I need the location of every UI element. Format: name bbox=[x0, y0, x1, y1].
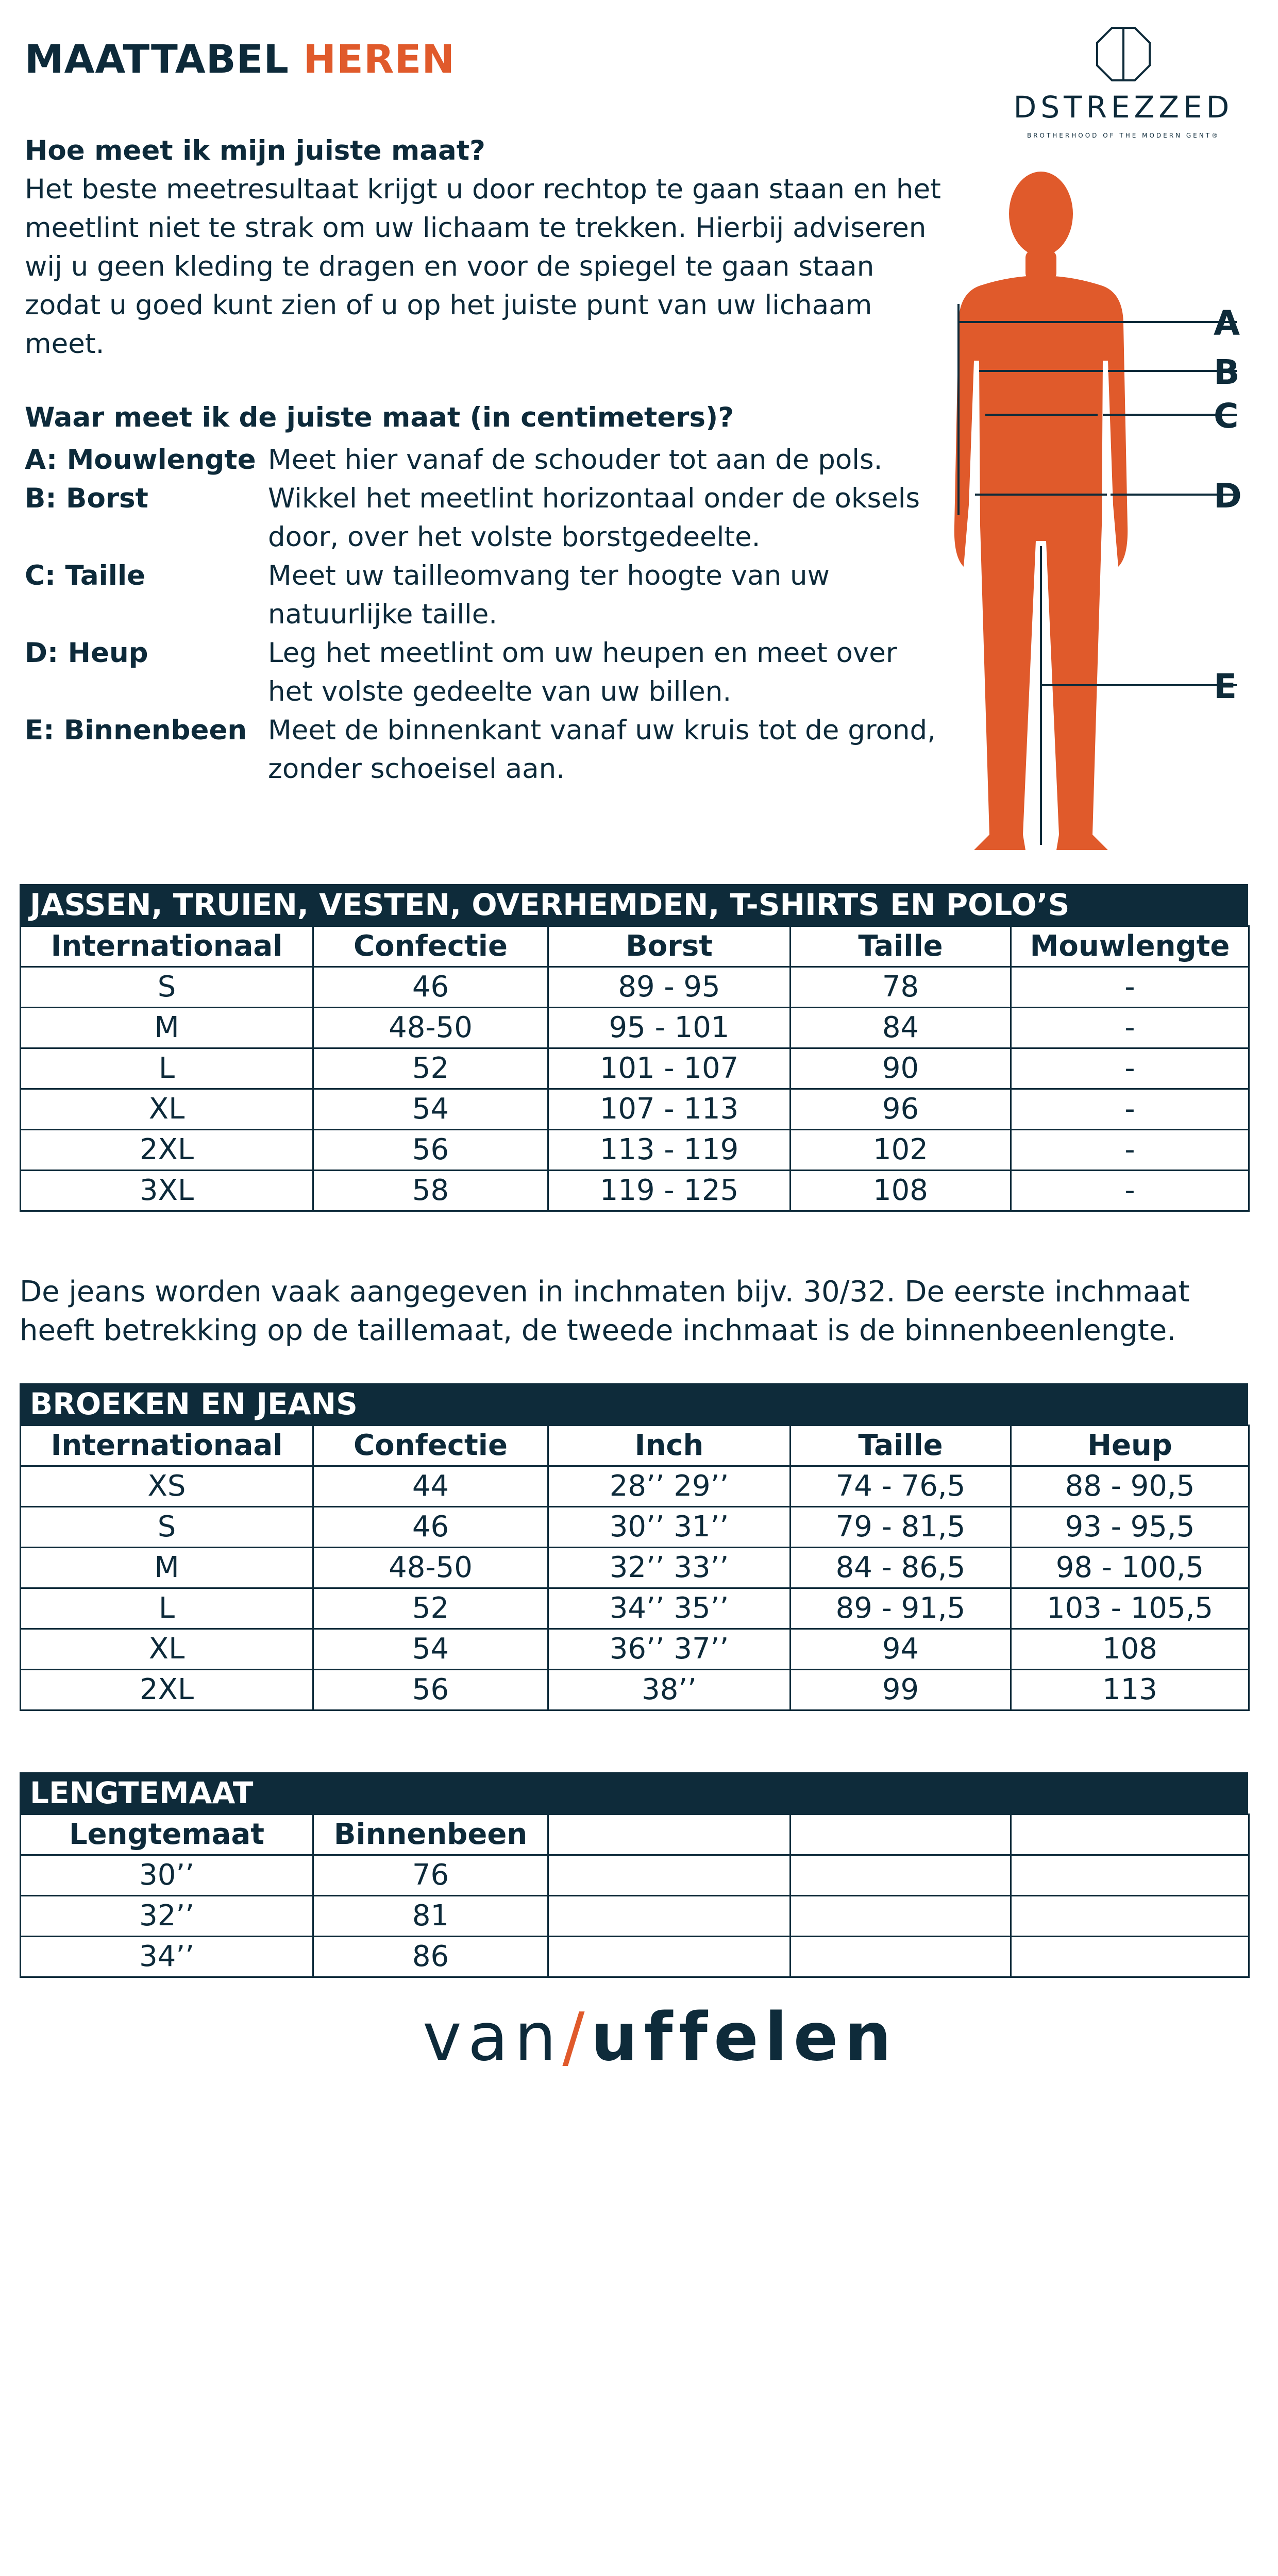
table-cell: 56 bbox=[313, 1670, 548, 1710]
column-header: Internationaal bbox=[21, 926, 313, 967]
column-header: Internationaal bbox=[21, 1426, 313, 1466]
table-cell: XS bbox=[21, 1466, 313, 1507]
measure-desc: Meet hier vanaf de schouder tot aan de pols. bbox=[268, 444, 883, 476]
table-header-row bbox=[21, 1426, 1249, 1466]
table-cell: - bbox=[1011, 1008, 1249, 1048]
table-row bbox=[21, 1855, 1249, 1896]
table-cell: 81 bbox=[313, 1896, 548, 1937]
table-row bbox=[21, 1670, 1249, 1710]
column-header: Mouwlengte bbox=[1011, 926, 1249, 967]
table-cell: 99 bbox=[791, 1670, 1011, 1710]
table-cell bbox=[791, 1937, 1011, 1977]
table-cell: 30’’ 31’’ bbox=[548, 1507, 791, 1548]
table-cell: 93 - 95,5 bbox=[1011, 1507, 1249, 1548]
table-cell: - bbox=[1011, 967, 1249, 1008]
measure-label: A: Mouwlengte bbox=[25, 444, 256, 476]
measure-item bbox=[25, 556, 942, 634]
table-cell: XL bbox=[21, 1089, 313, 1130]
column-header: Taille bbox=[791, 926, 1011, 967]
table-row bbox=[21, 1937, 1249, 1977]
table-row bbox=[21, 1130, 1249, 1171]
table-cell: 56 bbox=[313, 1130, 548, 1171]
table-cell: 30’’ bbox=[21, 1855, 313, 1896]
table-cell: 107 - 113 bbox=[548, 1089, 791, 1130]
table-cell bbox=[791, 1896, 1011, 1937]
intro-text: Het beste meetresultaat krijgt u door rechtop te gaan staan en het meetlint niet te strak om uw lichaam te trekken. Hierbij adviseren wij u geen kleding te dragen en voor de spiegel te gaan staan zodat u goed kunt zien of u op het juiste punt van uw lichaam meet. bbox=[25, 174, 941, 360]
table-cell bbox=[1011, 1937, 1249, 1977]
measure-item bbox=[25, 711, 942, 788]
table-cell: 28’’ 29’’ bbox=[548, 1466, 791, 1507]
table-cell: 89 - 91,5 bbox=[791, 1588, 1011, 1629]
size-table bbox=[20, 1814, 1250, 1978]
table-cell: 48-50 bbox=[313, 1008, 548, 1048]
footer-logo bbox=[423, 1999, 898, 2076]
table-row bbox=[21, 1008, 1249, 1048]
measure-label: C: Taille bbox=[25, 560, 146, 591]
table-cell: 74 - 76,5 bbox=[791, 1466, 1011, 1507]
table-header-row bbox=[21, 1815, 1249, 1855]
figure-letter-b: B bbox=[1214, 352, 1240, 392]
table-cell: 90 bbox=[791, 1048, 1011, 1089]
measure-desc: Leg het meetlint om uw heupen en meet over het volste gedeelte van uw billen. bbox=[268, 637, 897, 707]
table-cell: 88 - 90,5 bbox=[1011, 1466, 1249, 1507]
table-row bbox=[21, 1466, 1249, 1507]
table-cell: 48-50 bbox=[313, 1548, 548, 1588]
figure-letter-e: E bbox=[1214, 667, 1237, 706]
measure-desc: Meet de binnenkant vanaf uw kruis tot de grond, zonder schoeisel aan. bbox=[268, 715, 936, 785]
table-cell bbox=[1011, 1896, 1249, 1937]
column-header: Heup bbox=[1011, 1426, 1249, 1466]
table-cell: 76 bbox=[313, 1855, 548, 1896]
table-cell: 52 bbox=[313, 1048, 548, 1089]
table-cell: - bbox=[1011, 1048, 1249, 1089]
table-cell: 38’’ bbox=[548, 1670, 791, 1710]
logo-part-van: van bbox=[423, 1999, 563, 2076]
table-cell: 84 - 86,5 bbox=[791, 1548, 1011, 1588]
measure-label: B: Borst bbox=[25, 483, 148, 514]
table-cell: 46 bbox=[313, 967, 548, 1008]
table-cell: 52 bbox=[313, 1588, 548, 1629]
table-row bbox=[21, 1507, 1249, 1548]
table-tops bbox=[20, 884, 1248, 1212]
table-cell: 44 bbox=[313, 1466, 548, 1507]
table-cell: 36’’ 37’’ bbox=[548, 1629, 791, 1670]
table-cell: 98 - 100,5 bbox=[1011, 1548, 1249, 1588]
table-cell: S bbox=[21, 967, 313, 1008]
column-header: Confectie bbox=[313, 1426, 548, 1466]
table-row bbox=[21, 1089, 1249, 1130]
table-cell: 34’’ bbox=[21, 1937, 313, 1977]
table-cell: S bbox=[21, 1507, 313, 1548]
column-header bbox=[548, 1815, 791, 1855]
intro-section bbox=[25, 131, 942, 363]
table-cell: 2XL bbox=[21, 1670, 313, 1710]
table-cell: 119 - 125 bbox=[548, 1171, 791, 1211]
table-cell bbox=[548, 1855, 791, 1896]
column-header: Binnenbeen bbox=[313, 1815, 548, 1855]
column-header: Taille bbox=[791, 1426, 1011, 1466]
intro-question: Hoe meet ik mijn juiste maat? bbox=[25, 135, 485, 166]
table-row bbox=[21, 1896, 1249, 1937]
brand-tagline: BROTHERHOOD OF THE MODERN GENT® bbox=[1027, 132, 1220, 139]
table-cell: XL bbox=[21, 1629, 313, 1670]
jeans-note: De jeans worden vaak aangegeven in inchmaten bijv. 30/32. De eerste inchmaat heeft betrekking op de taillemaat, de tweede inchmaat is de binnenbeenlengte. bbox=[20, 1275, 1190, 1347]
figure-letter-c: C bbox=[1214, 396, 1239, 436]
column-header bbox=[791, 1815, 1011, 1855]
table-cell: 79 - 81,5 bbox=[791, 1507, 1011, 1548]
measure-label: E: Binnenbeen bbox=[25, 715, 247, 746]
table-cell bbox=[548, 1937, 791, 1977]
measure-item bbox=[25, 634, 942, 711]
table-cell: 96 bbox=[791, 1089, 1011, 1130]
table-row bbox=[21, 1629, 1249, 1670]
table-title: LENGTEMAAT bbox=[20, 1772, 1248, 1814]
table-cell: 32’’ 33’’ bbox=[548, 1548, 791, 1588]
table-cell: - bbox=[1011, 1130, 1249, 1171]
table-cell: 3XL bbox=[21, 1171, 313, 1211]
measure-item bbox=[25, 479, 942, 556]
table-cell: 58 bbox=[313, 1171, 548, 1211]
table-cell: 86 bbox=[313, 1937, 548, 1977]
table-cell: 46 bbox=[313, 1507, 548, 1548]
octagon-logo-icon bbox=[1095, 26, 1152, 82]
measure-label: D: Heup bbox=[25, 637, 148, 669]
table-trousers bbox=[20, 1383, 1248, 1711]
page-title bbox=[25, 36, 455, 82]
brand-logo bbox=[1010, 26, 1237, 170]
measure-list bbox=[25, 440, 942, 788]
table-title: JASSEN, TRUIEN, VESTEN, OVERHEMDEN, T-SHIRTS EN POLO’S bbox=[20, 884, 1248, 925]
table-cell: 89 - 95 bbox=[548, 967, 791, 1008]
figure-letter-d: D bbox=[1214, 476, 1242, 516]
table-cell: 113 bbox=[1011, 1670, 1249, 1710]
column-header bbox=[1011, 1815, 1249, 1855]
table-cell bbox=[1011, 1855, 1249, 1896]
table-cell: L bbox=[21, 1588, 313, 1629]
table-cell: M bbox=[21, 1008, 313, 1048]
logo-slash: / bbox=[562, 1999, 591, 2076]
table-row bbox=[21, 967, 1249, 1008]
table-row bbox=[21, 1048, 1249, 1089]
table-cell: 32’’ bbox=[21, 1896, 313, 1937]
table-row bbox=[21, 1171, 1249, 1211]
table-row bbox=[21, 1548, 1249, 1588]
table-cell bbox=[791, 1855, 1011, 1896]
logo-part-uffelen: uffelen bbox=[591, 1999, 898, 2076]
column-header: Confectie bbox=[313, 926, 548, 967]
column-header: Borst bbox=[548, 926, 791, 967]
figure-letter-a: A bbox=[1214, 303, 1240, 343]
table-length bbox=[20, 1772, 1248, 1978]
size-table bbox=[20, 925, 1250, 1212]
size-table bbox=[20, 1425, 1250, 1711]
table-title: BROEKEN EN JEANS bbox=[20, 1383, 1248, 1425]
table-cell: 34’’ 35’’ bbox=[548, 1588, 791, 1629]
table-cell: 113 - 119 bbox=[548, 1130, 791, 1171]
table-cell bbox=[548, 1896, 791, 1937]
measure-question: Waar meet ik de juiste maat (in centimeters)? bbox=[25, 402, 734, 433]
table-cell: 95 - 101 bbox=[548, 1008, 791, 1048]
table-cell: 54 bbox=[313, 1629, 548, 1670]
table-cell: 2XL bbox=[21, 1130, 313, 1171]
table-cell: 108 bbox=[1011, 1629, 1249, 1670]
body-figure bbox=[938, 165, 1247, 876]
table-cell: 78 bbox=[791, 967, 1011, 1008]
table-header-row bbox=[21, 926, 1249, 967]
table-cell: - bbox=[1011, 1171, 1249, 1211]
table-cell: 102 bbox=[791, 1130, 1011, 1171]
title-accent: HEREN bbox=[303, 36, 456, 82]
table-cell: - bbox=[1011, 1089, 1249, 1130]
title-main: MAATTABEL bbox=[25, 36, 289, 82]
measure-item bbox=[25, 440, 942, 479]
table-cell: M bbox=[21, 1548, 313, 1588]
table-cell: 84 bbox=[791, 1008, 1011, 1048]
table-cell: 54 bbox=[313, 1089, 548, 1130]
table-cell: L bbox=[21, 1048, 313, 1089]
brand-name: DSTREZZED bbox=[1013, 90, 1234, 125]
column-header: Inch bbox=[548, 1426, 791, 1466]
table-row bbox=[21, 1588, 1249, 1629]
measure-desc: Wikkel het meetlint horizontaal onder de oksels door, over het volste borstgedeelte. bbox=[268, 483, 920, 553]
column-header: Lengtemaat bbox=[21, 1815, 313, 1855]
table-cell: 108 bbox=[791, 1171, 1011, 1211]
table-cell: 101 - 107 bbox=[548, 1048, 791, 1089]
table-cell: 94 bbox=[791, 1629, 1011, 1670]
table-cell: 103 - 105,5 bbox=[1011, 1588, 1249, 1629]
measure-desc: Meet uw tailleomvang ter hoogte van uw natuurlijke taille. bbox=[268, 560, 830, 630]
